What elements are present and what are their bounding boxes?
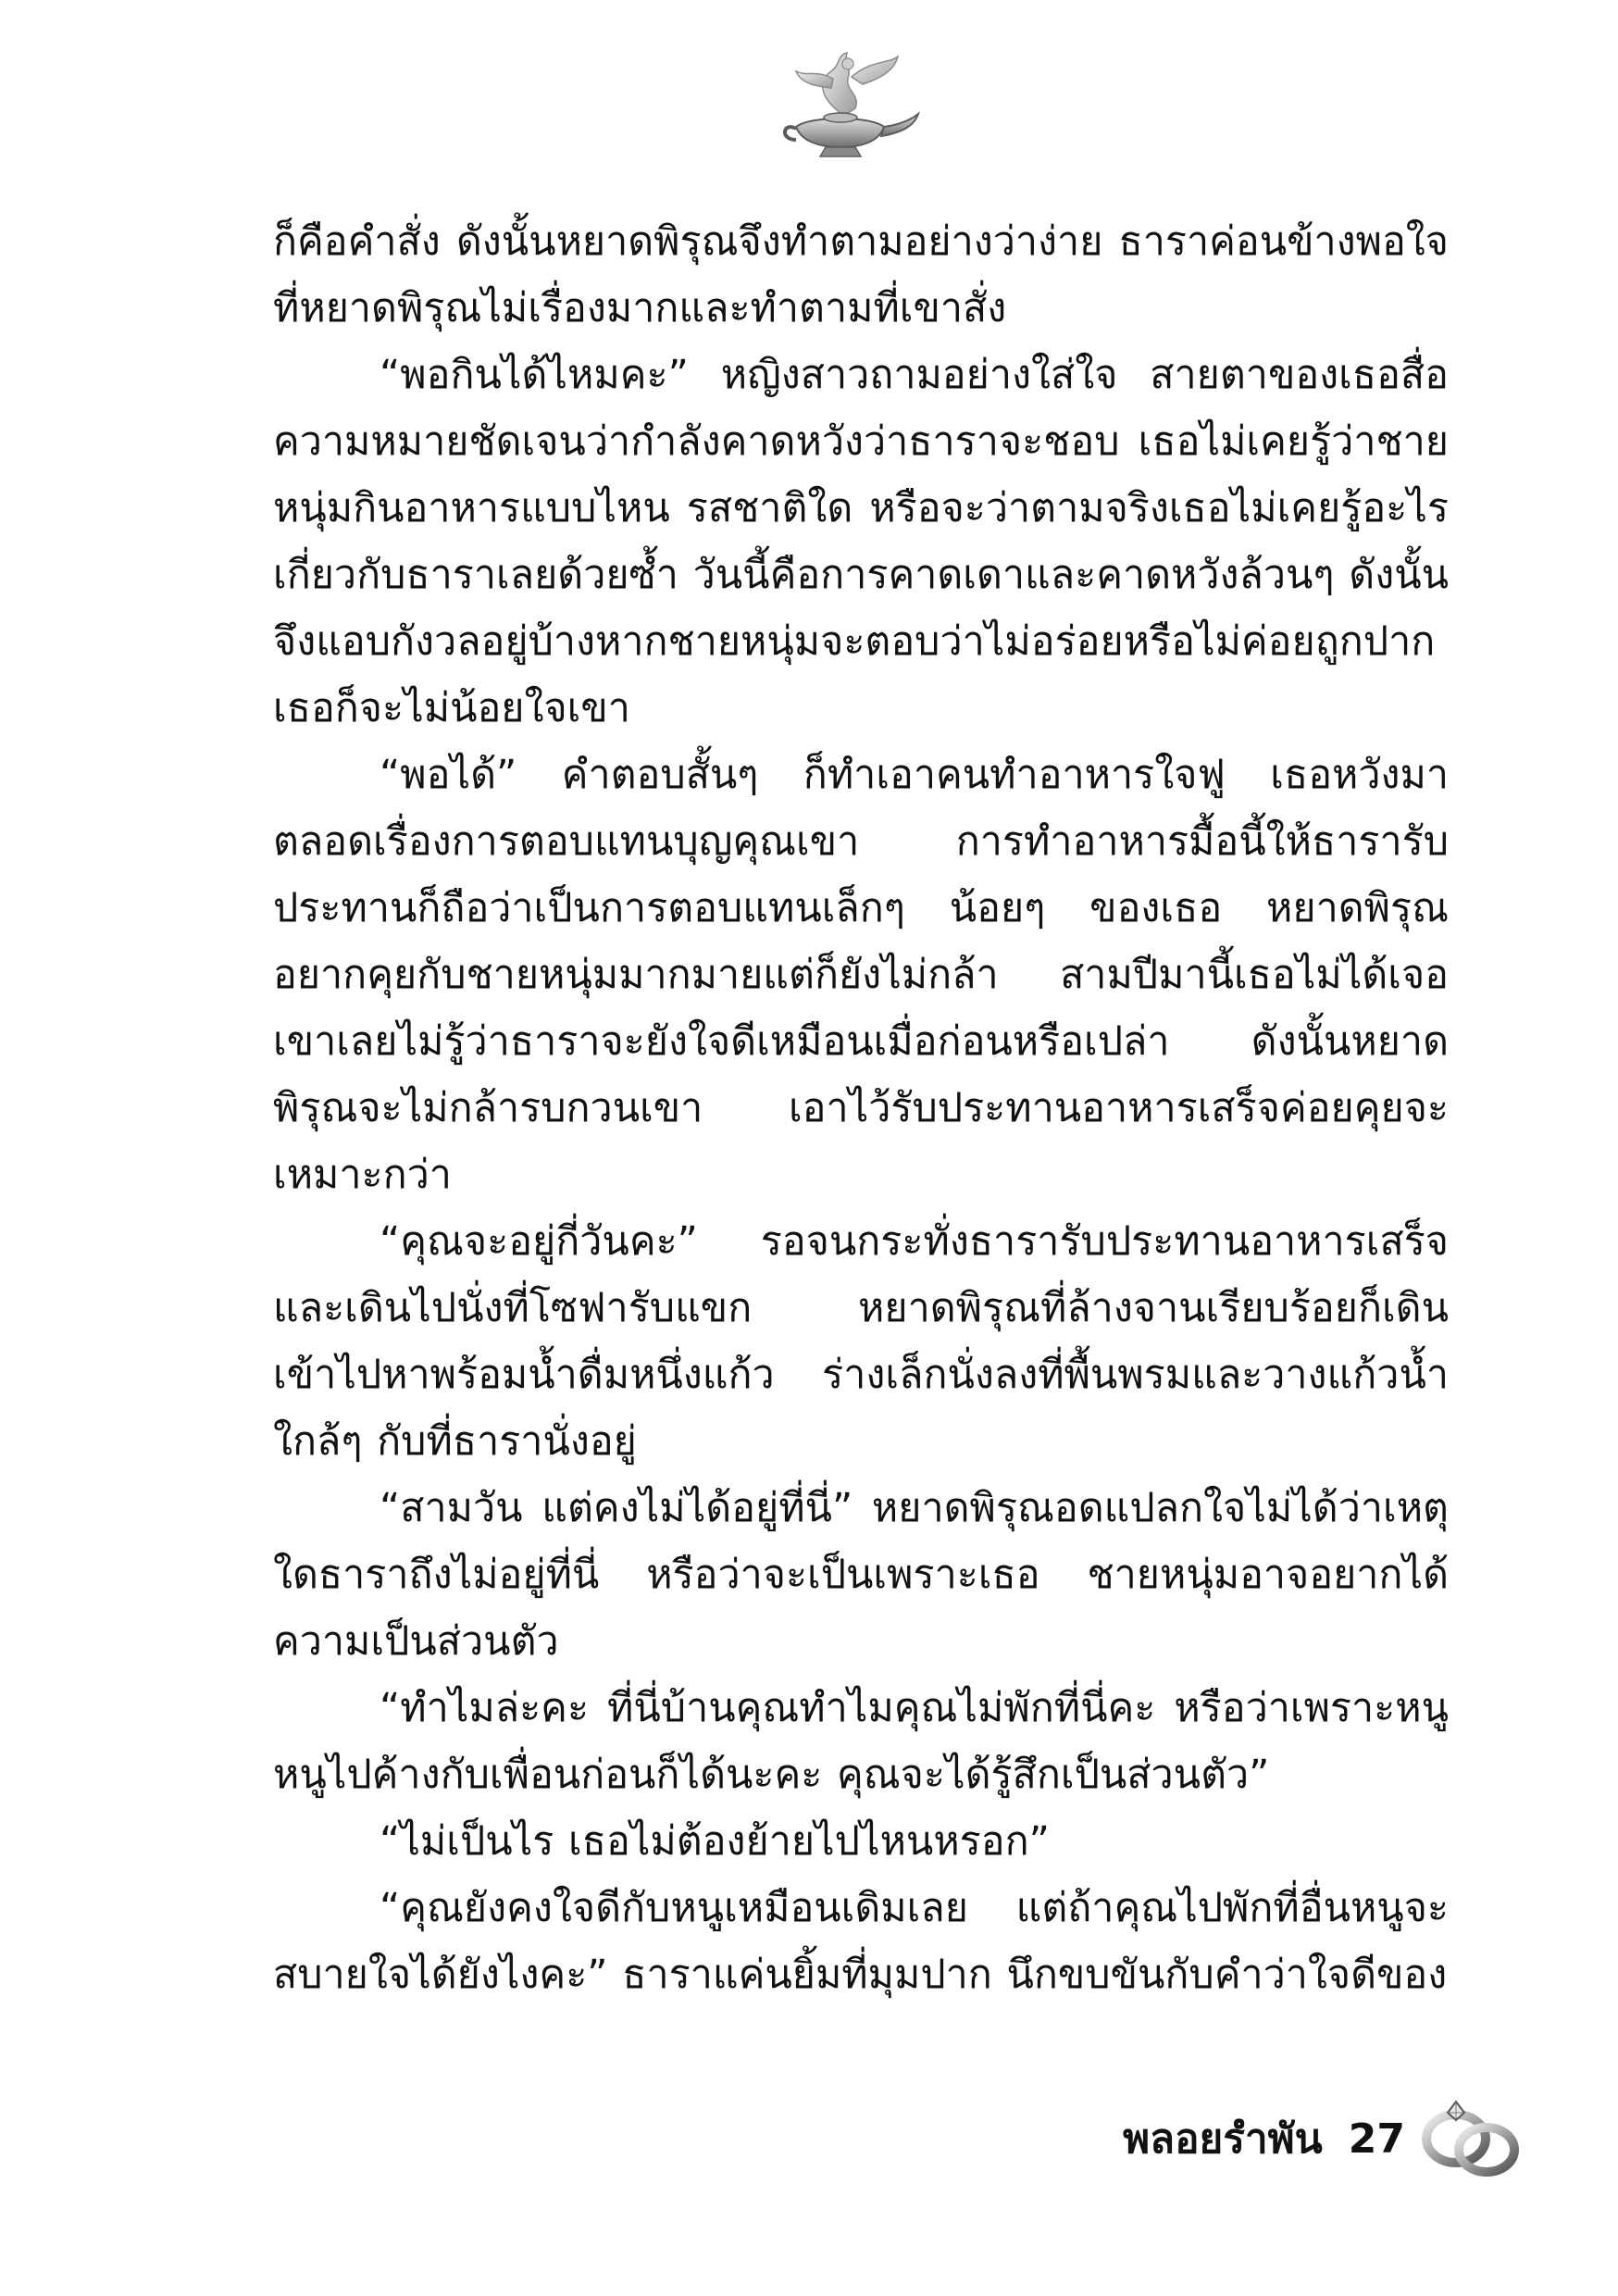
body-text (273, 208, 1449, 2008)
book-title: พลอยรำพัน (1123, 2115, 1323, 2163)
paragraph: “ทำไมล่ะคะ ที่นี่บ้านคุณทำไมคุณไม่พักที่นี่คะ หรือว่าเพราะหนู หนูไปค้างกับเพื่อนก่อนก็ได้นะคะ คุณจะได้รู้สึกเป็นส่วนตัว” (273, 1685, 1449, 1798)
paragraph: “คุณจะอยู่กี่วันคะ” รอจนกระทั่งธารารับประทานอาหารเสร็จและเดินไปนั่งที่โซฟารับแขก หยาดพิรุณที่ล้างจานเรียบร้อยก็เดินเข้าไปหาพร้อมน้ำดื่มหนึ่งแก้ว ร่างเล็กนั่งลงที่พื้นพรมและวางแก้วน้ำใกล้ๆ กับที่ธารานั่งอยู่ (273, 1218, 1449, 1465)
paragraph: “ไม่เป็นไร เธอไม่ต้องย้ายไปไหนหรอก” (380, 1818, 1050, 1865)
paragraph: “พอกินได้ไหมคะ” หญิงสาวถามอย่างใส่ใจ สายตาของเธอสื่อความหมายชัดเจนว่ากำลังคาดหวังว่าธาราจะชอบ เธอไม่เคยรู้ว่าชายหนุ่มกินอาหารแบบไหน รสชาติใด หรือจะว่าตามจริงเธอไม่เคยรู้อะไรเกี่ยวกับธาราเลยด้วยซ้ำ วันนี้คือการคาดเดาและคาดหวังล้วนๆ ดังนั้นจึงแอบกังวลอยู่บ้างหากชายหนุ่มจะตอบว่าไม่อร่อยหรือไม่ค่อยถูกปากเธอก็จะไม่น้อยใจเขา (273, 352, 1449, 731)
page-footer (1123, 2088, 1525, 2190)
paragraph: ก็คือคำสั่ง ดังนั้นหยาดพิรุณจึงทำตามอย่างว่าง่าย ธาราค่อนข้างพอใจที่หยาดพิรุณไม่เรื่องมากและทำตามที่เขาสั่ง (273, 218, 1449, 331)
wedding-rings-icon (1414, 2092, 1525, 2185)
page-number: 27 (1348, 2115, 1405, 2163)
lamp-with-angel-icon (759, 51, 926, 162)
paragraph: “พอได้” คำตอบสั้นๆ ก็ทำเอาคนทำอาหารใจฟู เธอหวังมาตลอดเรื่องการตอบแทนบุญคุณเขา การทำอาหารมื้อนี้ให้ธารารับประทานก็ถือว่าเป็นการตอบแทนเล็กๆ น้อยๆ ของเธอ หยาดพิรุณอยากคุยกับชายหนุ่มมากมายแต่ก็ยังไม่กล้า สามปีมานี้เธอไม่ได้เจอเขาเลยไม่รู้ว่าธาราจะยังใจดีเหมือนเมื่อก่อนหรือเปล่า ดังนั้นหยาดพิรุณจะไม่กล้ารบกวนเขา เอาไว้รับประทานอาหารเสร็จค่อยคุยจะเหมาะกว่า (273, 752, 1449, 1198)
paragraph: “คุณยังคงใจดีกับหนูเหมือนเดิมเลย แต่ถ้าคุณไปพักที่อื่นหนูจะสบายใจได้ยังไงคะ” ธาราแค่นยิ้มที่มุมปาก นึกขบขันกับคำว่าใจดีของ (273, 1885, 1449, 1998)
paragraph: “สามวัน แต่คงไม่ได้อยู่ที่นี่” หยาดพิรุณอดแปลกใจไม่ได้ว่าเหตุใดธาราถึงไม่อยู่ที่นี่ หรือว่าจะเป็นเพราะเธอ ชายหนุ่มอาจอยากได้ความเป็นส่วนตัว (273, 1485, 1449, 1665)
